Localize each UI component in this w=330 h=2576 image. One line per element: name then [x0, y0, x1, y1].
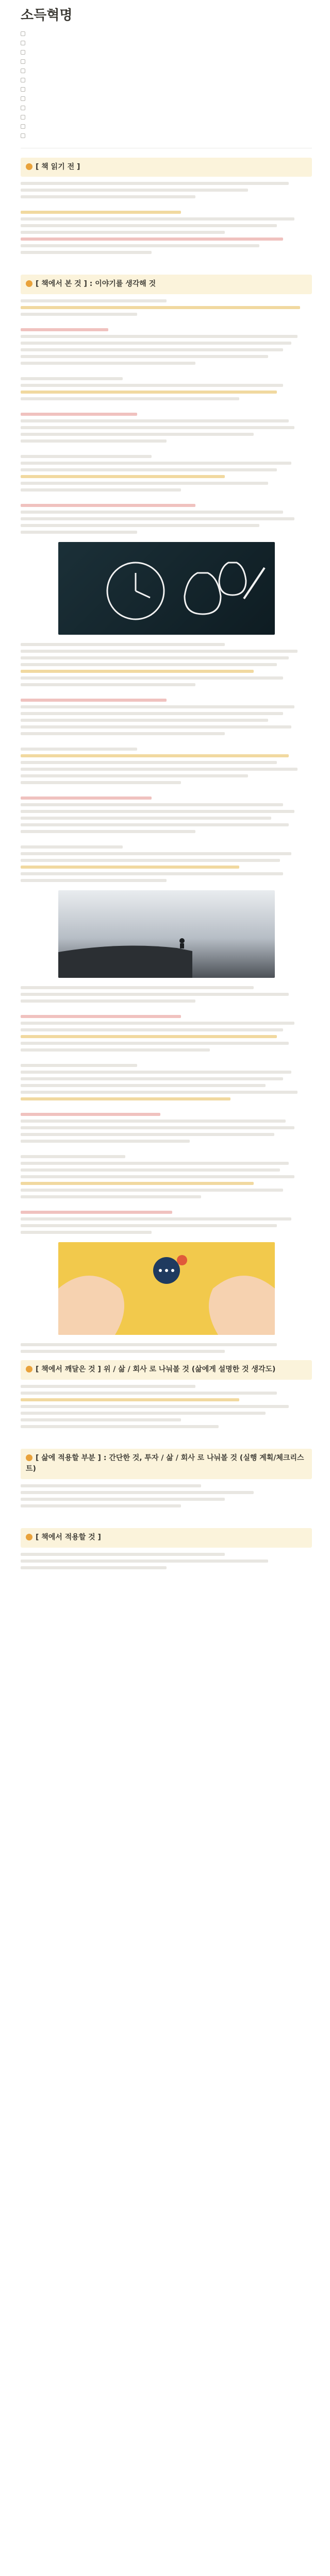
property-row[interactable] [21, 104, 312, 113]
property-icon [21, 96, 25, 101]
text-block [21, 643, 312, 882]
target-icon [26, 1454, 32, 1461]
text-block [21, 986, 312, 1234]
page-title: 소득혁명 [21, 8, 73, 23]
section-heading-text: [ 책에서 깨달은 것 ] 위 / 삶 / 회사 로 나눠볼 것 (삶에게 설명한 것 생각도) [36, 1365, 276, 1374]
property-icon [21, 31, 25, 36]
property-icon [21, 133, 25, 138]
property-row[interactable] [21, 131, 312, 141]
property-row[interactable] [21, 113, 312, 122]
property-row[interactable] [21, 66, 312, 76]
text-block [21, 1553, 312, 1569]
text-block [21, 1385, 312, 1428]
text-block [21, 299, 312, 534]
property-row[interactable] [21, 85, 312, 94]
property-icon [21, 87, 25, 92]
property-row[interactable] [21, 57, 312, 66]
property-icon [21, 106, 25, 110]
text-block [21, 1484, 312, 1507]
section-heading-apply [21, 1449, 312, 1479]
section-heading-text: [ 책에서 적용할 것 ] [36, 1533, 101, 1541]
cliff-person-icon [58, 890, 275, 978]
lightbulb-icon [26, 163, 32, 170]
property-icon [21, 50, 25, 55]
section-heading-insights [21, 1360, 312, 1380]
section-heading-before-reading [21, 158, 312, 177]
property-row[interactable] [21, 122, 312, 131]
property-icon [21, 69, 25, 73]
property-row[interactable] [21, 94, 312, 104]
illustration-cliff [58, 890, 275, 978]
section-heading-text: [ 책 읽기 전 ] [36, 162, 80, 171]
page-content [21, 7, 312, 1573]
property-icon [21, 115, 25, 120]
section-heading-applied [21, 1528, 312, 1548]
sparkle-icon [26, 1366, 32, 1372]
section-heading-reading [21, 275, 312, 294]
property-icon [21, 59, 25, 64]
question-faces-icon [58, 1242, 275, 1335]
property-row[interactable] [21, 48, 312, 57]
clock-money-icon [58, 542, 275, 635]
property-row[interactable] [21, 76, 312, 85]
text-block [21, 1343, 312, 1353]
section-heading-text: [ 책에서 본 것 ] : 이야기를 생각해 것 [36, 280, 156, 289]
illustration-clock-money [58, 542, 275, 635]
section-heading-text: [ 삶에 적용할 부분 ] : 간단한 것, 투자 / 삶 / 회사 로 나눠볼 것 (실행 계획/체크리스트) [26, 1453, 304, 1473]
property-icon [21, 41, 25, 45]
properties-panel [21, 29, 312, 141]
check-icon [26, 1534, 32, 1540]
book-icon [26, 280, 32, 287]
illustration-faces [58, 1242, 275, 1335]
property-row[interactable] [21, 29, 312, 39]
property-icon [21, 78, 25, 82]
property-icon [21, 124, 25, 129]
text-block [21, 182, 312, 254]
property-row[interactable] [21, 39, 312, 48]
